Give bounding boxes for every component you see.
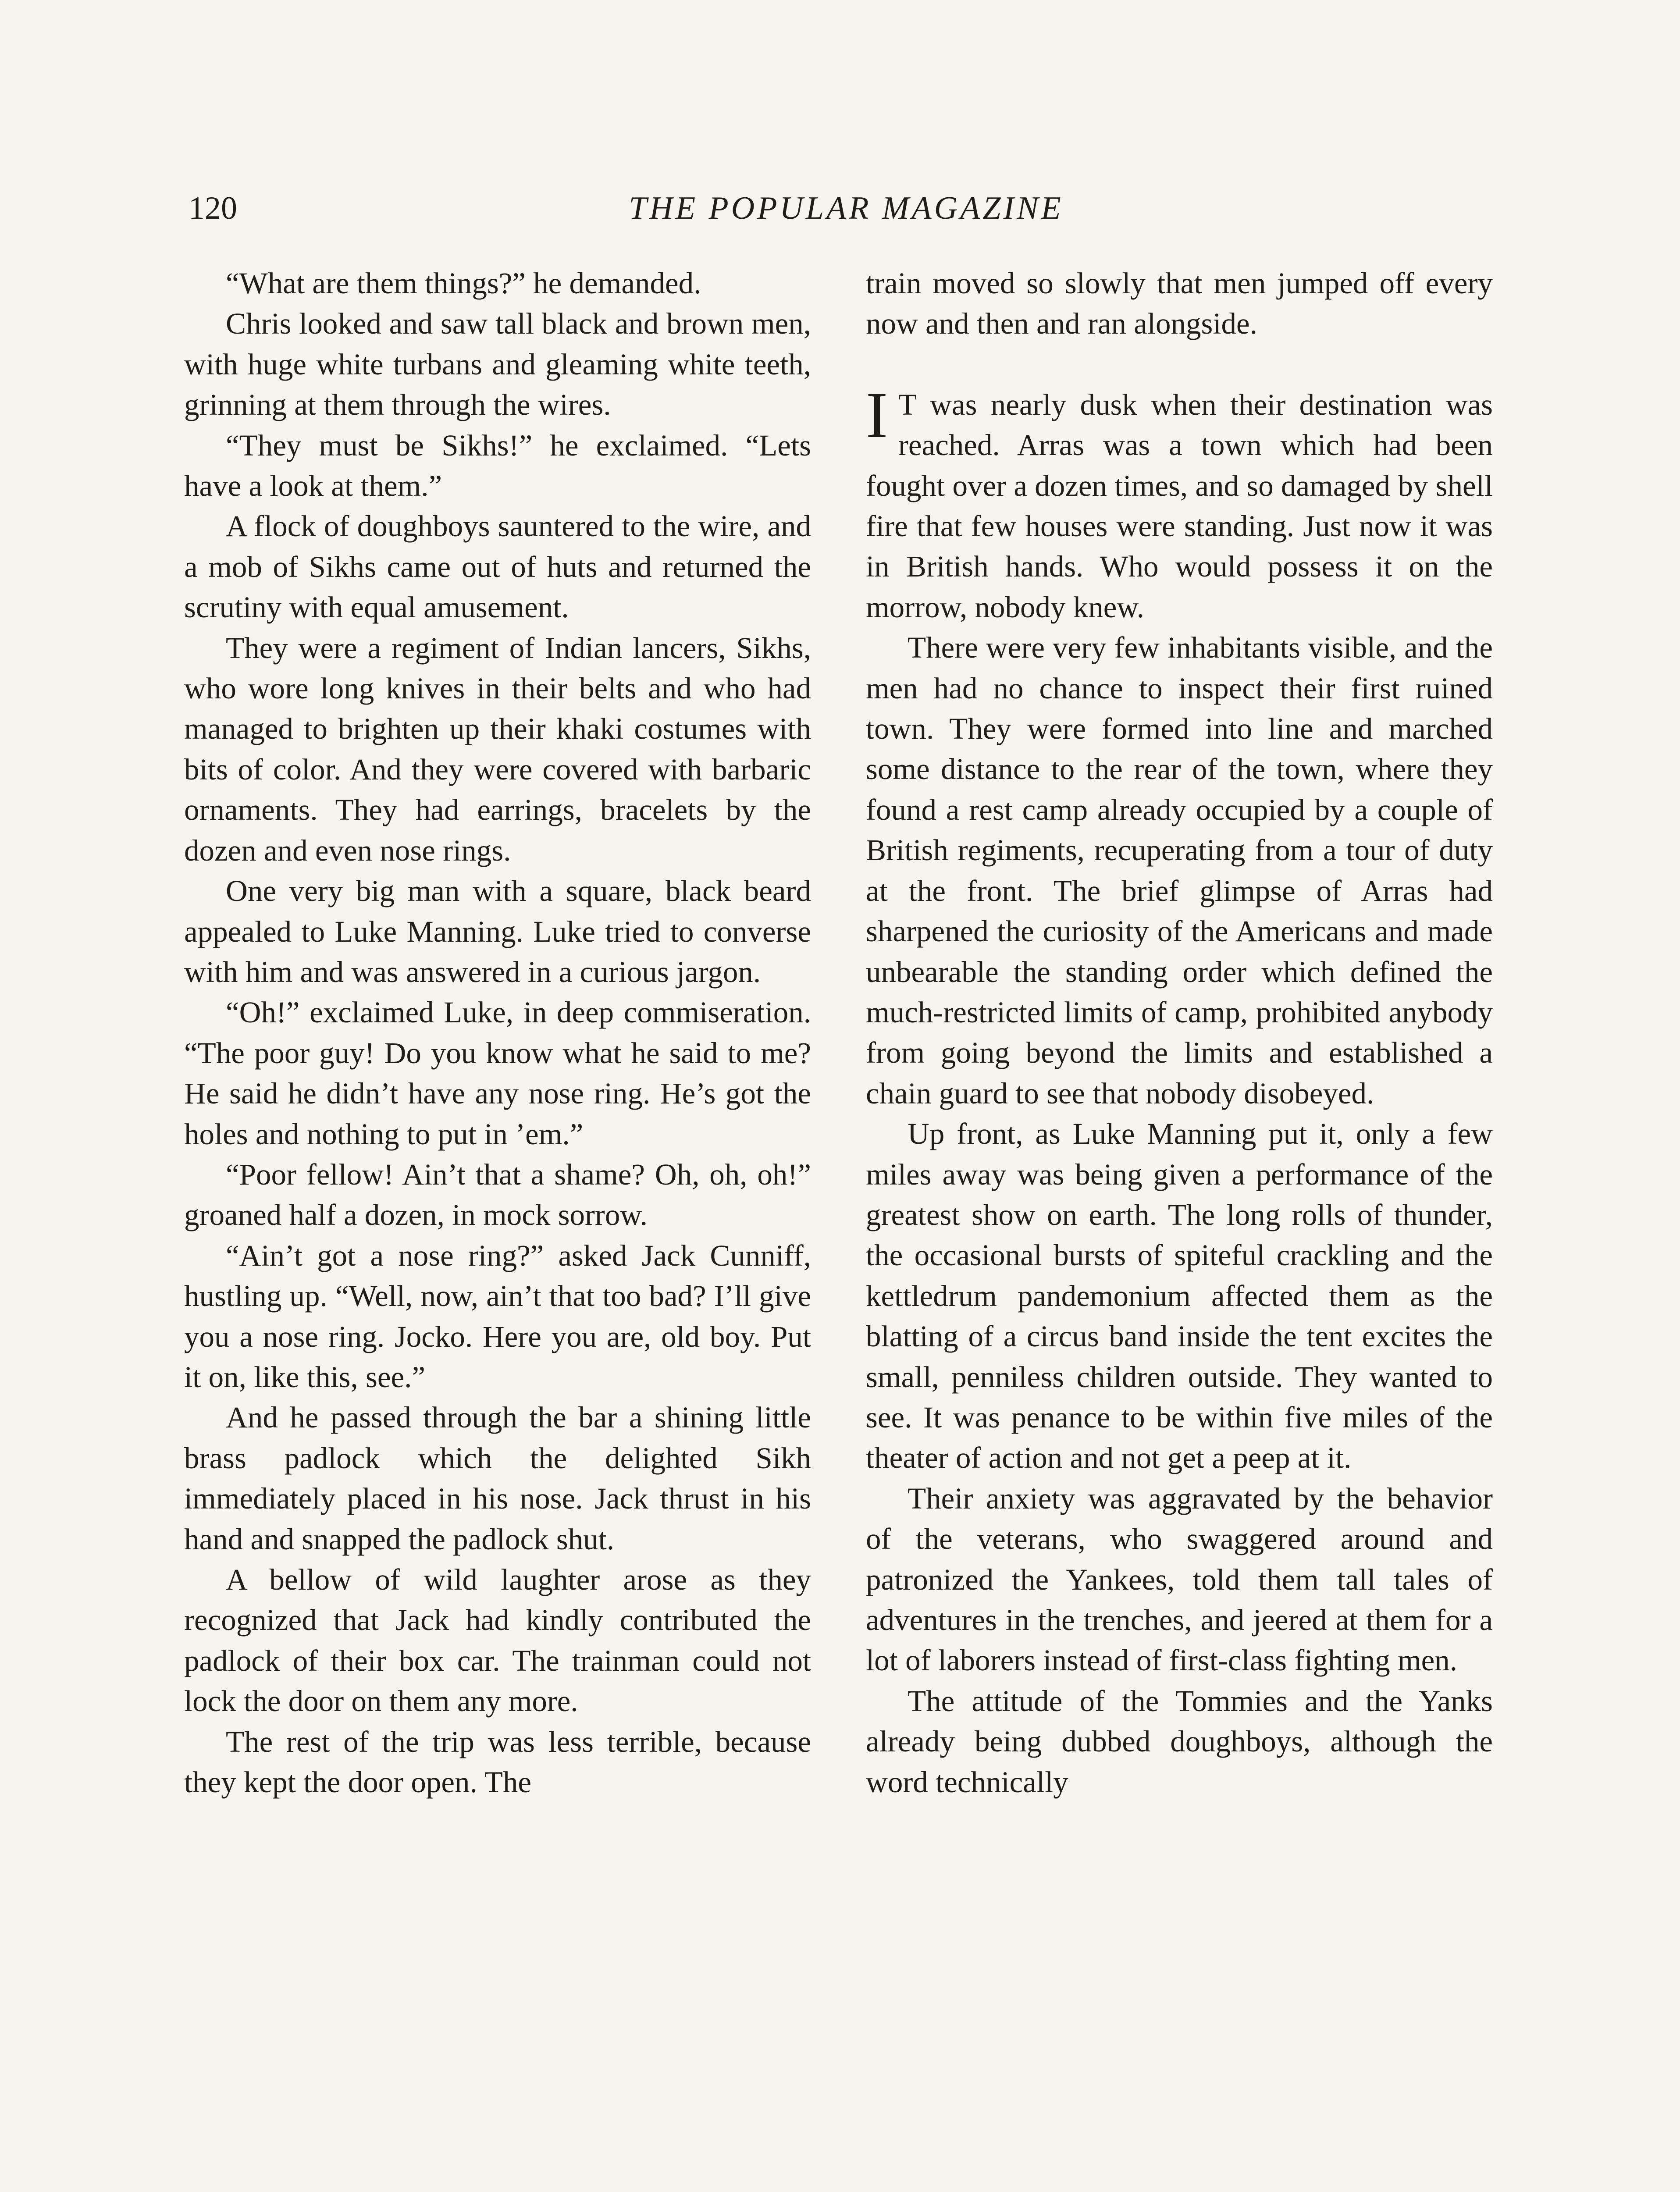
- right-column: [866, 263, 1493, 1802]
- paragraph: Up front, as Luke Manning put it, only a few miles away was being given a performance of the greatest show on earth. The long rolls of thunder, the occasional bursts of spiteful crackling and the kettledrum pandemonium affected them as the blatting of a circus band inside the tent excites the small, penniless children outside. They wanted to see. It was penance to be within five miles of the theater of action and not get a peep at it.: [866, 1117, 1493, 1475]
- running-head: THE POPULAR MAGAZINE: [629, 190, 1064, 226]
- paragraph: There were very few inhabitants visible, and the men had no chance to inspect their first ruined town. They were formed into line and marched some distance to the rear of the town, where they found a rest camp already occupied by a couple of British regiments, recuperating from a tour of duty at the front. The brief glimpse of Arras had sharpened the curiosity of the Americans and made unbearable the standing order which defined the much-restricted limits of camp, prohibited anybody from going beyond the limits and established a chain guard to see that nobody disobeyed.: [866, 631, 1493, 1110]
- paragraph: Chris looked and saw tall black and brown men, with huge white turbans and gleaming white teeth, grinning at them through the wires.: [184, 307, 811, 422]
- paragraph: “Poor fellow! Ain’t that a shame? Oh, oh, oh!” groaned half a dozen, in mock sorrow.: [184, 1157, 811, 1232]
- paragraph: And he passed through the bar a shining little brass padlock which the delighted Sikh immediately placed in his nose. Jack thrust in his hand and snapped the padlock shut.: [184, 1401, 811, 1556]
- paragraph: They were a regiment of Indian lancers, Sikhs, who wore long knives in their belts and who had managed to brighten up their khaki costumes with bits of color. And they were covered with barbaric ornaments. They had earrings, bracelets by the dozen and even nose rings.: [184, 631, 811, 867]
- paragraph: A bellow of wild laughter arose as they recognized that Jack had kindly contributed the padlock of their box car. The trainman could not lock the door on them any more.: [184, 1563, 811, 1718]
- paragraph: “They must be Sikhs!” he exclaimed. “Lets have a look at them.”: [184, 428, 811, 503]
- continued-paragraph: train moved so slowly that men jumped off every now and then and ran alongside.: [866, 267, 1493, 341]
- left-column: [184, 263, 811, 1802]
- paragraph: “Ain’t got a nose ring?” asked Jack Cunniff, hustling up. “Well, now, ain’t that too bad? I’ll give you a nose ring. Jocko. Here you are, old boy. Put it on, like this, see.”: [184, 1238, 811, 1394]
- page-number: 120: [189, 190, 237, 226]
- drop-cap: I: [866, 378, 888, 452]
- page-header: [189, 184, 1504, 232]
- paragraph: “Oh!” exclaimed Luke, in deep commiseration. “The poor guy! Do you know what he said to me? He said he didn’t have any nose ring. He’s got the holes and nothing to put in ’em.”: [184, 996, 811, 1151]
- paragraph: “What are them things?” he demanded.: [226, 267, 701, 300]
- section-first-paragraph: [866, 378, 1493, 627]
- paragraph: The rest of the trip was less terrible, because they kept the door open. The: [184, 1725, 811, 1799]
- section-first-paragraph-text: T was nearly dusk when their destination was reached. Arras was a town which had been fought over a dozen times, and so damaged by shell fire that few houses were standing. Just now it was in British hands. Who would possess it on the morrow, nobody knew.: [866, 388, 1493, 624]
- paragraph: Their anxiety was aggravated by the behavior of the veterans, who swaggered around and patronized the Yankees, told them tall tales of adventures in the trenches, and jeered at them for a lot of laborers instead of first-class fighting men.: [866, 1481, 1493, 1677]
- paragraph: One very big man with a square, black beard appealed to Luke Manning. Luke tried to converse with him and was answered in a curious jargon.: [184, 874, 811, 989]
- paragraph: A flock of doughboys sauntered to the wire, and a mob of Sikhs came out of huts and returned the scrutiny with equal amusement.: [184, 509, 811, 624]
- paragraph: The attitude of the Tommies and the Yanks already being dubbed doughboys, although the word technically: [866, 1684, 1493, 1799]
